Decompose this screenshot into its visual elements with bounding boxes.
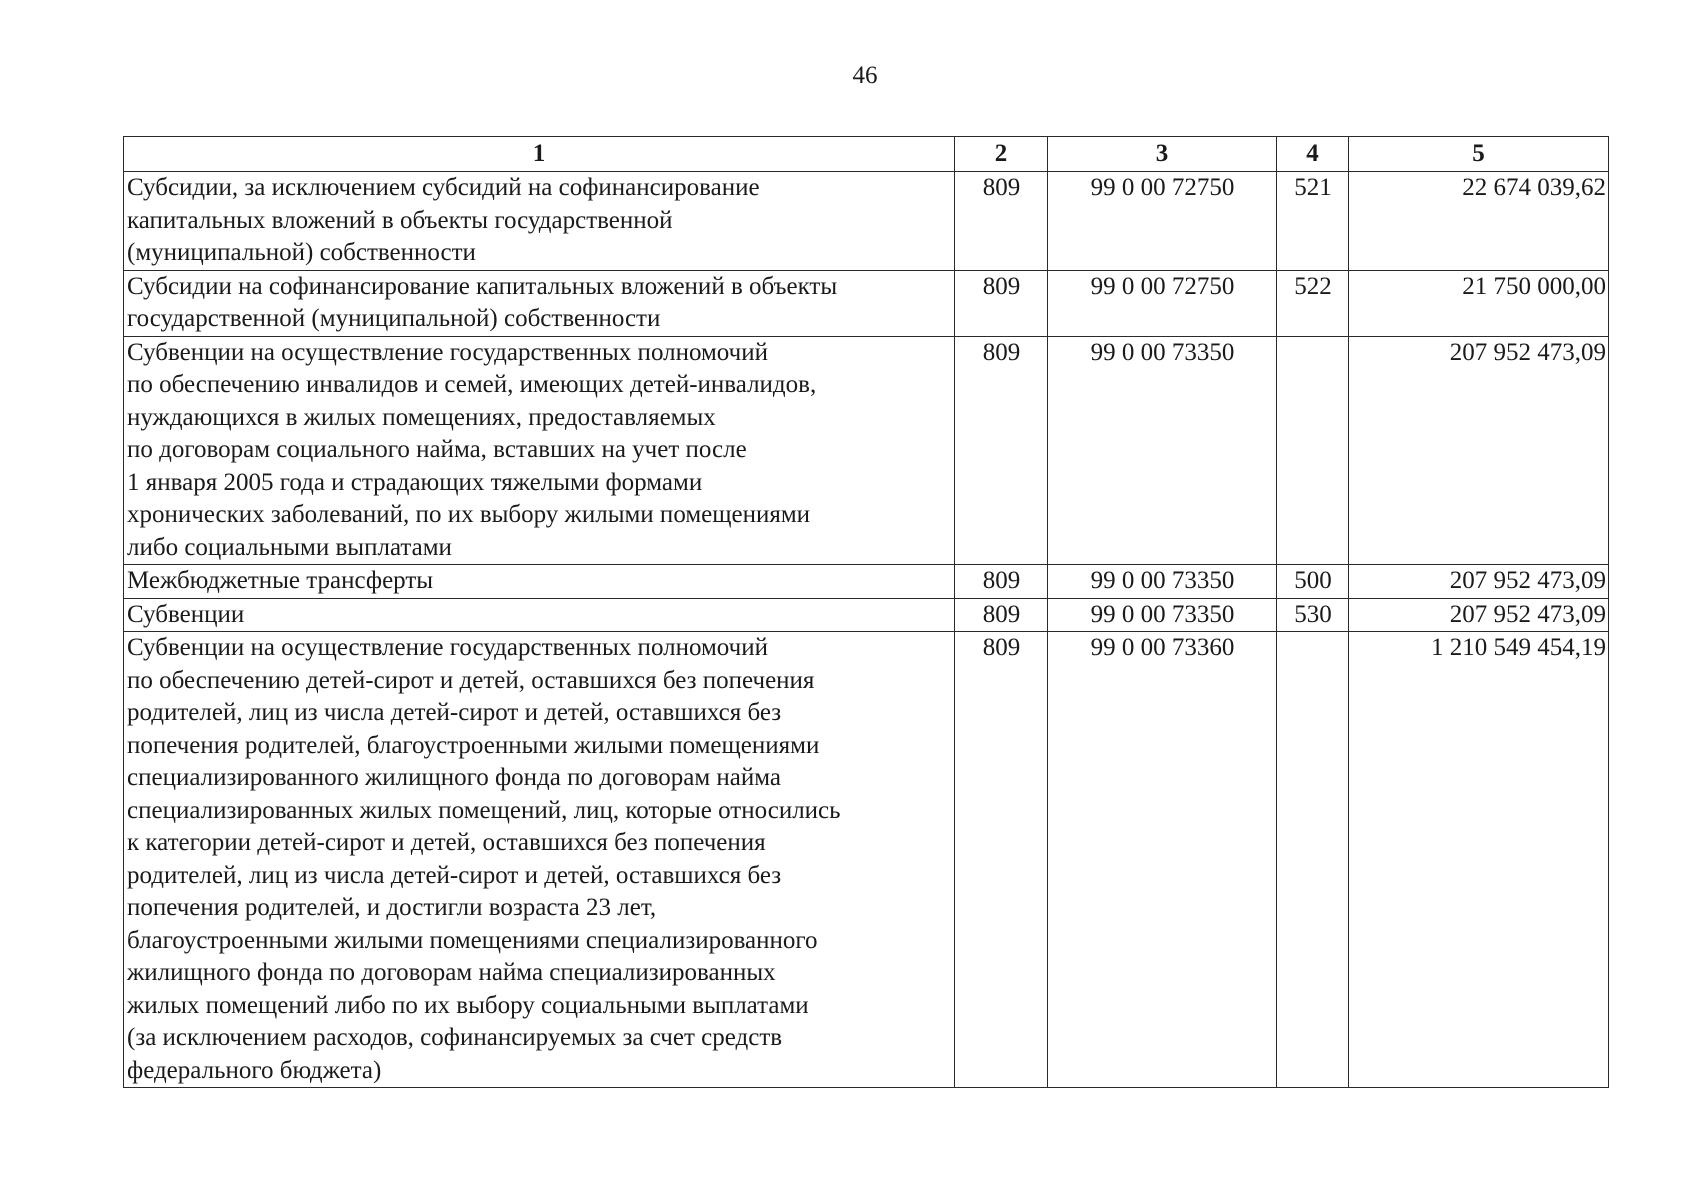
header-col-5: 5 bbox=[1349, 137, 1609, 172]
header-col-4: 4 bbox=[1277, 137, 1349, 172]
amount-cell: 21 750 000,00 bbox=[1349, 270, 1609, 336]
name-line: родителей, лиц из числа детей-сирот и детей, оставшихся без bbox=[127, 699, 782, 726]
table-body bbox=[124, 172, 1609, 1088]
header-col-1: 1 bbox=[124, 137, 955, 172]
name-line: жилых помещений либо по их выбору социальными выплатами bbox=[127, 991, 809, 1019]
table-row bbox=[124, 565, 1609, 599]
name-line: попечения родителей, и достигли возраста 23 лет, bbox=[127, 894, 657, 921]
name-line: специализированного жилищного фонда по договорам найма bbox=[127, 764, 782, 791]
name-line: жилищного фонда по договорам найма специализированных bbox=[127, 959, 776, 986]
target-article-cell: 99 0 00 73360 bbox=[1048, 632, 1277, 1088]
name-line: Субсидии, за исключением субсидий на софинансирование bbox=[127, 174, 760, 201]
table-row bbox=[124, 598, 1609, 632]
name-line: (муниципальной) собственности bbox=[127, 239, 476, 266]
table-row bbox=[124, 270, 1609, 336]
row-name-cell bbox=[124, 565, 955, 599]
row-name-cell bbox=[124, 336, 955, 565]
name-line: по обеспечению детей-сирот и детей, оставшихся без попечения bbox=[127, 666, 815, 694]
department-code-cell: 809 bbox=[955, 598, 1048, 632]
target-article-cell: 99 0 00 72750 bbox=[1048, 270, 1277, 336]
target-article-cell: 99 0 00 72750 bbox=[1048, 172, 1277, 271]
table-row bbox=[124, 172, 1609, 271]
amount-cell: 22 674 039,62 bbox=[1349, 172, 1609, 271]
expense-type-cell bbox=[1277, 336, 1349, 565]
name-line: попечения родителей, благоустроенными жилыми помещениями bbox=[127, 731, 820, 759]
row-name-cell bbox=[124, 172, 955, 271]
expense-type-cell: 500 bbox=[1277, 565, 1349, 599]
name-line: по обеспечению инвалидов и семей, имеющих детей-инвалидов, bbox=[127, 371, 817, 398]
expense-type-cell: 521 bbox=[1277, 172, 1349, 271]
name-line: либо социальными выплатами bbox=[127, 533, 452, 561]
row-name-cell bbox=[124, 270, 955, 336]
name-line: 1 января 2005 года и страдающих тяжелыми формами bbox=[127, 468, 703, 496]
name-line: по договорам социального найма, вставших на учет после bbox=[127, 436, 747, 463]
row-name-cell bbox=[124, 598, 955, 632]
budget-table bbox=[123, 136, 1609, 1088]
name-line: Субвенции на осуществление государственных полномочий bbox=[127, 634, 768, 661]
name-line: Межбюджетные трансферты bbox=[127, 567, 434, 594]
expense-type-cell: 522 bbox=[1277, 270, 1349, 336]
name-line: хронических заболеваний, по их выбору жилыми помещениями bbox=[127, 501, 811, 528]
page-number: 46 bbox=[852, 62, 878, 89]
name-line: специализированных жилых помещений, лиц, которые относились bbox=[127, 796, 841, 824]
name-line: государственной (муниципальной) собственности bbox=[127, 305, 661, 332]
header-col-2: 2 bbox=[955, 137, 1048, 172]
name-line: капитальных вложений в объекты государственной bbox=[127, 206, 673, 234]
name-line: (за исключением расходов, софинансируемых за счет средств bbox=[127, 1024, 783, 1051]
table-row bbox=[124, 336, 1609, 565]
department-code-cell: 809 bbox=[955, 336, 1048, 565]
name-line: родителей, лиц из числа детей-сирот и детей, оставшихся без bbox=[127, 861, 782, 889]
target-article-cell: 99 0 00 73350 bbox=[1048, 336, 1277, 565]
name-line: Субсидии на софинансирование капитальных вложений в объекты bbox=[127, 272, 838, 300]
expense-type-cell bbox=[1277, 632, 1349, 1088]
amount-cell: 1 210 549 454,19 bbox=[1349, 632, 1609, 1088]
name-line: благоустроенными жилыми помещениями специализированного bbox=[127, 926, 818, 954]
header-col-3: 3 bbox=[1048, 137, 1277, 172]
department-code-cell: 809 bbox=[955, 270, 1048, 336]
name-line: нуждающихся в жилых помещениях, предоставляемых bbox=[127, 403, 716, 431]
row-name-cell bbox=[124, 632, 955, 1088]
header-row bbox=[124, 137, 1609, 172]
name-line: Субвенции bbox=[127, 600, 245, 628]
target-article-cell: 99 0 00 73350 bbox=[1048, 598, 1277, 632]
name-line: к категории детей-сирот и детей, оставшихся без попечения bbox=[127, 829, 766, 856]
amount-cell: 207 952 473,09 bbox=[1349, 598, 1609, 632]
department-code-cell: 809 bbox=[955, 172, 1048, 271]
target-article-cell: 99 0 00 73350 bbox=[1048, 565, 1277, 599]
amount-cell: 207 952 473,09 bbox=[1349, 565, 1609, 599]
department-code-cell: 809 bbox=[955, 632, 1048, 1088]
department-code-cell: 809 bbox=[955, 565, 1048, 599]
table-row bbox=[124, 632, 1609, 1088]
name-line: федерального бюджета) bbox=[127, 1056, 382, 1084]
amount-cell: 207 952 473,09 bbox=[1349, 336, 1609, 565]
expense-type-cell: 530 bbox=[1277, 598, 1349, 632]
name-line: Субвенции на осуществление государственных полномочий bbox=[127, 338, 768, 366]
